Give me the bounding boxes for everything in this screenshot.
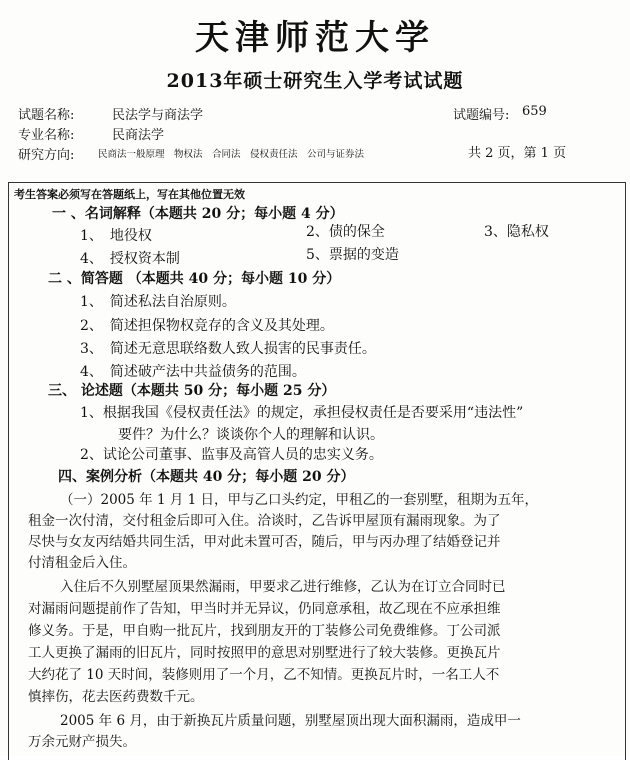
term-3: 3、隐私权	[484, 224, 549, 240]
essay-2: 2、试论公司董事、监事及高管人员的忠实义务。	[80, 447, 383, 463]
essay-1-line2: 要件？为什么？谈谈你个人的理解和认识。	[118, 427, 384, 443]
case-line: 修义务。于是，甲自购一批瓦片，找到朋友开的丁装修公司免费维修。丁公司派	[28, 623, 501, 639]
section1-title: 一 、名词解释（本题共 20 分；每小题 4 分）	[52, 206, 344, 222]
direction-value: 民商法一般原理 物权法 合同法 侵权责任法 公司与证券法	[98, 149, 365, 160]
case-line: 慎摔伤，花去医药费数千元。	[28, 689, 204, 705]
essay-1-line1: 1、根据我国《侵权责任法》的规定，承担侵权责任是否要采用“违法性”	[80, 405, 524, 421]
case-line: （一）2005 年 1 月 1 日，甲与乙口头约定，甲租乙的一套别墅，租期为五年，	[60, 492, 538, 508]
notice: 考生答案必须写在答题纸上，写在其他位置无效	[14, 188, 245, 201]
university-logo: 天津师范大学	[195, 18, 435, 58]
case-line: 租金一次付清，交付租金后即可入住。洽谈时，乙告诉甲屋顶有漏雨现象。为了	[28, 513, 501, 529]
case-line: 大约花了 10 天时间，装修则用了一个月，乙不知情。更换瓦片时，一名工人不	[28, 667, 500, 683]
short-answer-2: 2、 简述担保物权竞存的含义及其处理。	[80, 318, 334, 334]
term-4: 4、 授权资本制	[80, 251, 180, 267]
term-2: 2、债的保全	[306, 224, 385, 240]
exam-title: 2013年硕士研究生入学考试试题	[166, 70, 464, 92]
code-value: 659	[522, 104, 547, 119]
case-line: 尽快与女友丙结婚共同生活，甲对此未置可否，随后，甲与丙办理了结婚登记并	[28, 534, 501, 550]
page-count: 共 2 页，第 1 页	[468, 146, 567, 161]
case-line: 万余元财产损失。	[28, 734, 136, 750]
term-1: 1、 地役权	[80, 228, 152, 244]
section2-title: 二 、简答题 （本题共 40 分；每小题 10 分）	[48, 271, 341, 287]
direction-label: 研究方向:	[18, 148, 75, 163]
short-answer-4: 4、 简述破产法中共益债务的范围。	[80, 364, 306, 380]
case-line: 对漏雨问题提前作了告知，甲当时并无异议，仍同意承租，故乙现在不应承担维	[28, 601, 501, 617]
term-5: 5、票据的变造	[306, 247, 399, 263]
section3-title: 三、 论述题（本题共 50 分；每小题 25 分）	[48, 383, 336, 399]
subject-label: 试题名称:	[18, 108, 75, 123]
major-value: 民商法学	[112, 128, 165, 143]
code-label: 试题编号:	[453, 108, 510, 123]
case-line: 入住后不久别墅屋顶果然漏雨，甲要求乙进行维修，乙认为在订立合同时已	[60, 579, 506, 595]
case-line: 付清租金后入住。	[28, 555, 136, 571]
subject-value: 民法学与商法学	[112, 108, 204, 123]
major-label: 专业名称:	[18, 128, 75, 143]
short-answer-1: 1、 简述私法自治原则。	[80, 294, 236, 310]
case-line: 2005 年 6 月，由于新换瓦片质量问题，别墅屋顶出现大面积漏雨，造成甲一	[60, 713, 521, 729]
short-answer-3: 3、 简述无意思联络数人致人损害的民事责任。	[80, 341, 376, 357]
section4-title: 四、案例分析（本题共 40 分；每小题 20 分）	[58, 469, 355, 485]
case-line: 工人更换了漏雨的旧瓦片，同时按照甲的意思对别墅进行了较大装修。更换瓦片	[28, 645, 501, 661]
